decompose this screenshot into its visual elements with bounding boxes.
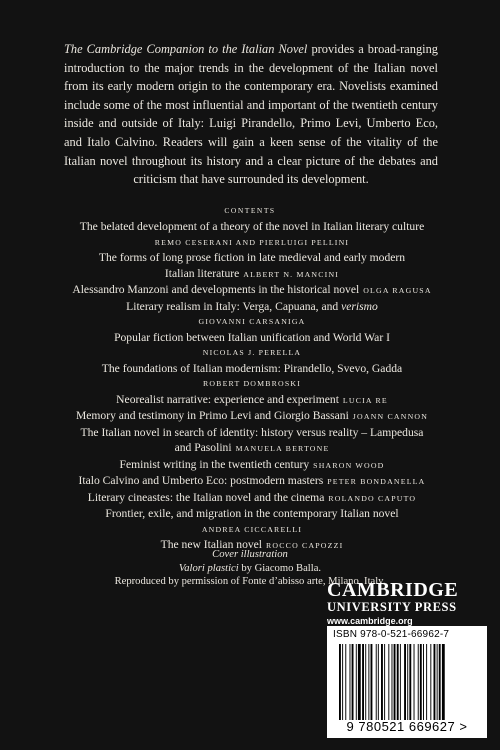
- barcode-icon: [337, 644, 479, 720]
- toc-entry-title: The Italian novel in search of identity: history versus reality – Lampedusa: [80, 425, 424, 439]
- toc-entry-author: GIOVANNI CARSANIGA: [198, 317, 306, 326]
- toc-entry: [62, 330, 442, 361]
- toc-entry: [62, 282, 442, 299]
- blurb-text: provides a broad-ranging introduction to the major trends in the development of the Italian novel from its early modern origin to the contemporary era. Novelists examined include some of the most influential and important of the twentieth century inside and outside of Italy: Luigi Pirandello, Primo Levi, Umberto Eco, and Italo Calvino. Readers will gain a keen sense of the vitality of the Italian novel throughout its history and a clear picture of the debates and criticism that have surrounded its development.: [64, 42, 438, 187]
- publisher-logo: [327, 580, 497, 628]
- toc-entry-title-cont: and Pasolini MANUELA BERTONE: [174, 441, 330, 454]
- toc-entry-author: MANUELA BERTONE: [235, 444, 330, 453]
- toc-entry-author: REMO CESERANI AND PIERLUIGI PELLINI: [154, 237, 350, 247]
- table-of-contents: [62, 219, 442, 554]
- toc-entry: [62, 219, 442, 250]
- toc-entry-title: Memory and testimony in Primo Levi and Giorgio Bassani JOANN CANNON: [75, 409, 429, 422]
- toc-entry-title: Alessandro Manzoni and developments in the historical novel OLGA RAGUSA: [72, 283, 432, 296]
- toc-entry: [62, 392, 442, 409]
- toc-entry-author: ANDREA CICCARELLI: [201, 524, 303, 534]
- toc-entry: [62, 473, 442, 490]
- contents-heading: CONTENTS: [224, 206, 276, 215]
- toc-entry-title-cont: Italian literature ALBERT N. MANCINI: [164, 266, 340, 280]
- toc-entry: [62, 361, 442, 392]
- barcode-number: 9 780521 669627 >: [346, 719, 468, 734]
- toc-entry: [62, 250, 442, 282]
- blurb-book-title: The Cambridge Companion to the Italian Novel: [64, 42, 308, 56]
- toc-entry-title: Italo Calvino and Umberto Eco: postmodern masters PETER BONDANELLA: [78, 474, 426, 487]
- toc-entry-author: ROLANDO CAPUTO: [328, 493, 417, 503]
- toc-entry-title: Neorealist narrative: experience and experiment LUCIA RE: [116, 392, 388, 406]
- toc-entry-title: The foundations of Italian modernism: Pirandello, Svevo, Gadda: [101, 361, 403, 375]
- toc-entry-author: ROCCO CAPOZZI: [266, 541, 344, 550]
- toc-entry-title: Feminist writing in the twentieth century SHARON WOOD: [119, 457, 385, 471]
- toc-entry-title: Literary cineastes: the Italian novel and the cinema ROLANDO CAPUTO: [87, 490, 417, 504]
- toc-entry-title: The forms of long prose fiction in late medieval and early modern: [98, 251, 406, 264]
- toc-entry-title: The belated development of a theory of the novel in Italian literary culture: [79, 220, 425, 233]
- cover-credit-work: [0, 562, 500, 576]
- toc-entry: [62, 299, 442, 330]
- toc-entry: [62, 490, 442, 507]
- toc-entry-author: LUCIA RE: [342, 395, 388, 405]
- toc-entry-title: Frontier, exile, and migration in the contemporary Italian novel: [105, 507, 399, 520]
- toc-entry-title: Popular fiction between Italian unification and World War I: [114, 330, 390, 344]
- toc-entry: [62, 408, 442, 425]
- barcode-panel: [327, 626, 487, 738]
- cover-credit-permission: Reproduced by permission of Fonte d’abisso arte, Milano, Italy.: [114, 576, 386, 587]
- publisher-name-line1: CAMBRIDGE: [327, 579, 459, 601]
- toc-entry-title: The new Italian novel ROCCO CAPOZZI: [160, 538, 344, 551]
- toc-entry-author: OLGA RAGUSA: [363, 286, 432, 295]
- toc-entry-author: JOANN CANNON: [352, 412, 429, 421]
- isbn-text: ISBN 978-0-521-66962-7: [333, 629, 450, 640]
- toc-entry: [62, 457, 442, 474]
- publisher-name-line2: UNIVERSITY PRESS: [327, 600, 457, 614]
- publisher-url: www.cambridge.org: [327, 616, 413, 626]
- blurb-paragraph: [64, 40, 438, 189]
- cover-credit-label: Cover illustration: [212, 549, 288, 560]
- toc-entry: [62, 425, 442, 457]
- toc-entry-title: Literary realism in Italy: Verga, Capuana, and verismo: [126, 299, 378, 313]
- toc-entry-author: PETER BONDANELLA: [327, 477, 426, 486]
- toc-entry-author: ROBERT DOMBROSKI: [202, 379, 302, 388]
- cover-credit-work-by: by Giacomo Balla.: [238, 562, 322, 574]
- toc-entry-author: ALBERT N. MANCINI: [243, 269, 340, 279]
- toc-entry: [62, 506, 442, 537]
- toc-entry-author: SHARON WOOD: [313, 460, 385, 470]
- cover-credit-work-title: Valori plastici: [178, 562, 239, 574]
- toc-entry-author: NICOLAS J. PERELLA: [202, 348, 302, 357]
